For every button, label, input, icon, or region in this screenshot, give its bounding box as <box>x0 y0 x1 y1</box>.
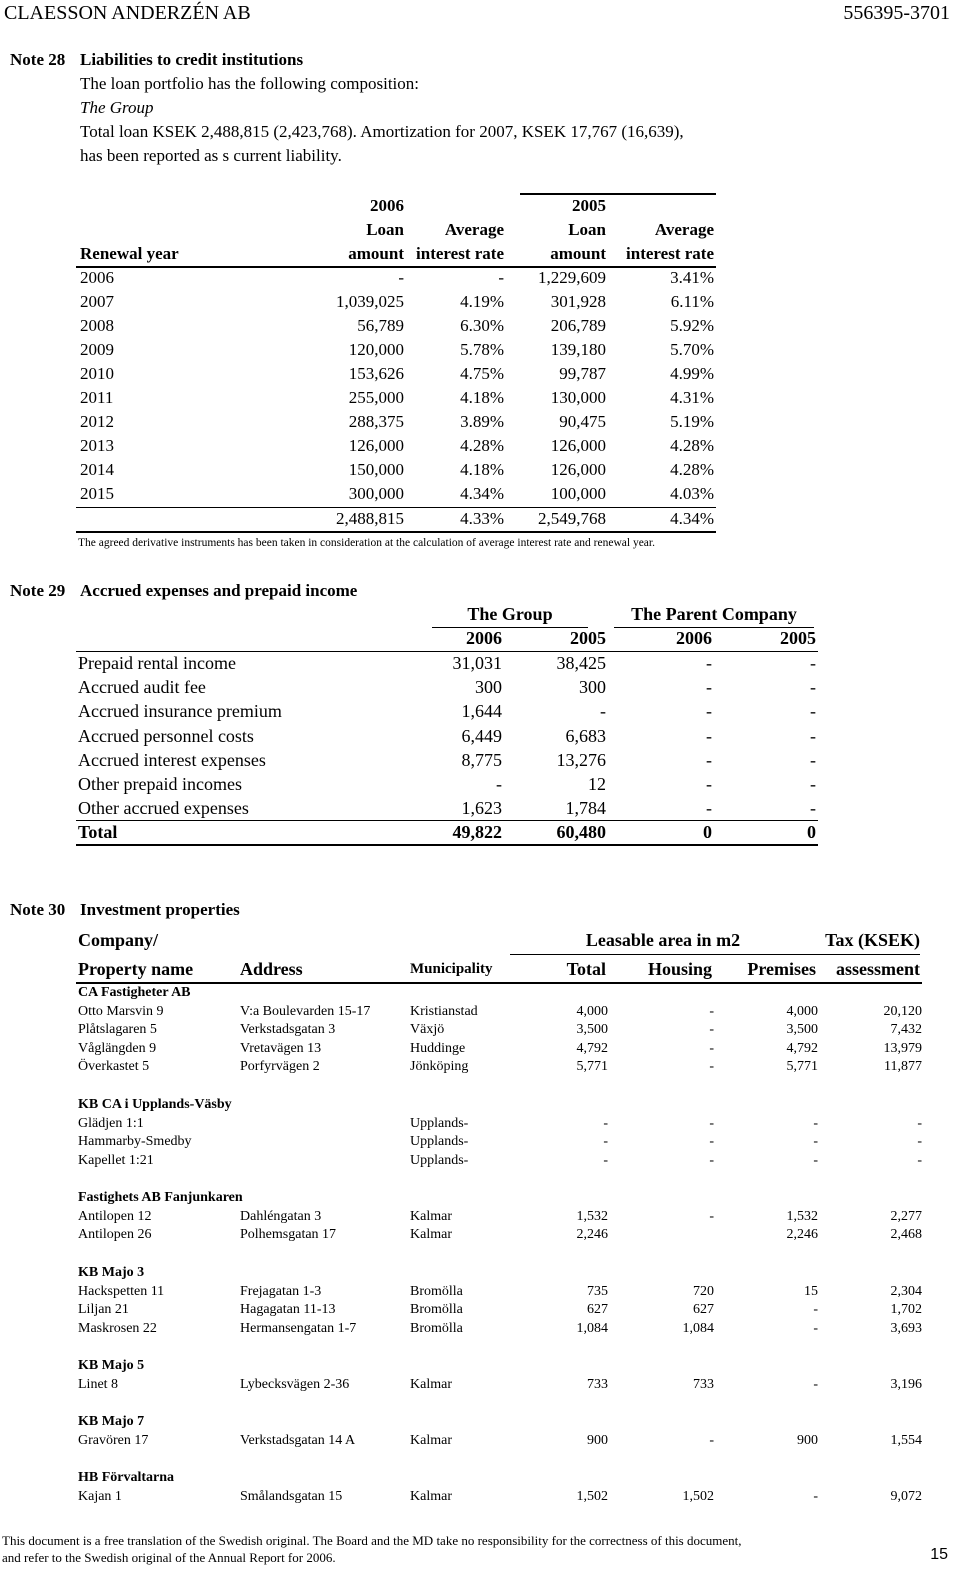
total-value: 0 <box>807 822 816 842</box>
address: V:a Boulevarden 15-17 <box>240 1003 371 1019</box>
col-loan-2005: Loan <box>568 220 606 239</box>
tax-assessment: - <box>917 1115 922 1131</box>
address: Lybecksvägen 2-36 <box>240 1376 350 1392</box>
municipality: Bromölla <box>410 1320 463 1336</box>
company-group-name: CA Fastigheter AB <box>78 985 191 1000</box>
tax-assessment: - <box>917 1152 922 1168</box>
municipality: Jönköping <box>410 1059 469 1075</box>
note28-footnote: The agreed derivative instruments has been taken in consideration at the calculation of average interest rate and renewal year. <box>78 537 655 549</box>
housing-area: 733 <box>693 1376 714 1392</box>
company-group-name: HB Förvaltarna <box>78 1470 175 1485</box>
tax-assessment: 13,979 <box>883 1040 922 1056</box>
item-value: - <box>496 774 502 794</box>
municipality: Upplands- <box>410 1115 469 1131</box>
item-value: 31,031 <box>452 653 502 673</box>
premises-area: 900 <box>797 1432 818 1448</box>
item-value: 13,276 <box>556 749 606 770</box>
total-area: 1,532 <box>576 1208 608 1224</box>
renewal-rate-2005: 4.99% <box>670 364 714 383</box>
item-label: Accrued interest expenses <box>78 749 266 770</box>
renewal-loan-2005: 99,787 <box>559 364 606 383</box>
item-value: 6,683 <box>565 725 606 746</box>
premises-area: 3,500 <box>786 1022 818 1038</box>
tax-assessment: 1,554 <box>890 1432 922 1448</box>
year-col: 2005 <box>780 628 816 648</box>
premises-area: - <box>813 1376 818 1392</box>
premises-area: 5,771 <box>786 1059 818 1075</box>
renewal-loan-2006: 288,375 <box>348 412 404 431</box>
renewal-total-rate-2006: 4.33% <box>460 509 504 528</box>
item-value: - <box>810 798 816 819</box>
header-rule-2005 <box>520 193 716 195</box>
property-name: Våglängden 9 <box>78 1040 157 1056</box>
note28-amortization-text: has been reported as s current liability. <box>80 146 342 165</box>
tax-assessment: 9,072 <box>890 1488 922 1504</box>
item-label: Accrued personnel costs <box>78 725 254 746</box>
housing-area: - <box>709 1022 714 1038</box>
address: Porfyrvägen 2 <box>240 1059 320 1075</box>
renewal-loan-2005: 90,475 <box>559 412 606 431</box>
tax-assessment: 7,432 <box>890 1022 922 1038</box>
municipality: Upplands- <box>410 1152 469 1168</box>
total-value: 49,822 <box>452 822 502 842</box>
property-name: Överkastet 5 <box>78 1059 150 1075</box>
total-area: 735 <box>587 1283 608 1299</box>
total-value: 60,480 <box>556 822 606 842</box>
note28-intro: The loan portfolio has the following composition: <box>80 74 420 93</box>
renewal-rate-2005: 5.19% <box>670 412 714 431</box>
property-name: Antilopen 12 <box>78 1208 152 1224</box>
renewal-loan-2005: 1,229,609 <box>538 268 606 287</box>
property-name: Liljan 21 <box>78 1302 129 1318</box>
address: Verkstadsgatan 3 <box>240 1022 336 1038</box>
col-renewal-year: Renewal year <box>80 244 179 263</box>
item-value: - <box>810 653 816 673</box>
item-value: 38,425 <box>556 653 606 673</box>
renewal-rate-2006: 4.34% <box>460 484 504 503</box>
premises-area: - <box>813 1115 818 1131</box>
renewal-loan-2006: - <box>398 268 404 287</box>
note30-label: Note 30 <box>10 900 66 919</box>
total-area: 733 <box>587 1376 608 1392</box>
total-bottom-rule-29 <box>76 844 818 846</box>
total-label: Total <box>78 822 118 842</box>
renewal-rate-2006: 3.89% <box>460 412 504 431</box>
item-value: 12 <box>588 774 606 794</box>
total-area: 2,246 <box>576 1227 608 1243</box>
item-value: - <box>810 677 816 698</box>
total-area: 3,500 <box>576 1022 608 1038</box>
parent-company-header: The Parent Company <box>631 604 797 624</box>
tax-assessment: 2,277 <box>890 1208 922 1224</box>
municipality: Upplands- <box>410 1134 469 1150</box>
h-housing: Housing <box>647 959 712 979</box>
address: Dahléngatan 3 <box>240 1208 322 1224</box>
municipality: Kalmar <box>410 1208 452 1224</box>
housing-area: 1,502 <box>682 1488 714 1504</box>
col-amount-2005: amount <box>550 244 606 263</box>
renewal-loan-2005: 130,000 <box>550 388 606 407</box>
col-2005: 2005 <box>572 196 606 215</box>
renewal-rate-2006: 4.75% <box>460 364 504 383</box>
total-area: 1,502 <box>576 1488 608 1504</box>
item-label: Accrued audit fee <box>78 677 206 698</box>
renewal-rate-2005: 4.28% <box>670 436 714 455</box>
renewal-rate-2005: 4.03% <box>670 484 714 503</box>
premises-area: - <box>813 1320 818 1336</box>
item-value: - <box>600 701 606 722</box>
property-name: Linet 8 <box>78 1376 119 1392</box>
premises-area: 4,000 <box>786 1003 818 1019</box>
item-value: 1,784 <box>565 798 606 819</box>
renewal-year: 2009 <box>80 340 114 359</box>
renewal-loan-2006: 150,000 <box>348 460 404 479</box>
address: Frejagatan 1-3 <box>240 1283 322 1299</box>
address: Verkstadsgatan 14 A <box>240 1432 356 1448</box>
note29-title: Accrued expenses and prepaid income <box>80 581 358 600</box>
item-value: - <box>706 774 712 794</box>
property-name: Maskrosen 22 <box>78 1320 157 1336</box>
total-area: - <box>603 1152 608 1168</box>
municipality: Växjö <box>410 1022 445 1038</box>
footer-disclaimer-1: This document is a free translation of the Swedish original. The Board and the MD take no responsibility for the correctness of this document, <box>2 1533 742 1548</box>
h-bottom-rule <box>76 982 922 984</box>
item-label: Other prepaid incomes <box>78 774 242 794</box>
note28-total-loan-text: Total loan KSEK 2,488,815 (2,423,768). Amortization for 2007, KSEK 17,767 (16,639), <box>80 122 684 141</box>
property-name: Hackspetten 11 <box>78 1283 165 1299</box>
renewal-rate-2006: - <box>498 268 504 287</box>
renewal-loan-2006: 56,789 <box>357 316 404 335</box>
renewal-year: 2015 <box>80 484 114 503</box>
item-value: - <box>706 677 712 698</box>
page-number: 15 <box>930 1546 948 1563</box>
housing-area: - <box>709 1059 714 1075</box>
item-value: - <box>810 725 816 746</box>
municipality: Kalmar <box>410 1432 452 1448</box>
item-label: Accrued insurance premium <box>78 701 282 722</box>
footer-disclaimer-2: and refer to the Swedish original of the Annual Report for 2006. <box>2 1550 336 1565</box>
renewal-year: 2007 <box>80 292 114 311</box>
note28-group-label: The Group <box>80 98 154 117</box>
premises-area: - <box>813 1152 818 1168</box>
tax-assessment: 11,877 <box>884 1059 922 1075</box>
renewal-loan-2006: 120,000 <box>348 340 404 359</box>
renewal-year: 2012 <box>80 412 114 431</box>
item-value: 300 <box>579 677 606 698</box>
housing-area: - <box>709 1115 714 1131</box>
tax-assessment: 2,468 <box>890 1227 922 1243</box>
total-top-rule <box>76 507 716 508</box>
item-value: - <box>810 701 816 722</box>
h-address: Address <box>240 959 303 979</box>
housing-area: - <box>709 1040 714 1056</box>
renewal-rate-2005: 5.70% <box>670 340 714 359</box>
h-property-name: Property name <box>78 959 194 979</box>
company-group-name: KB Majo 7 <box>78 1414 145 1429</box>
municipality: Kristianstad <box>410 1003 478 1019</box>
renewal-loan-2005: 126,000 <box>550 436 606 455</box>
address: Polhemsgatan 17 <box>240 1227 337 1243</box>
company-group-name: KB Majo 5 <box>78 1358 145 1373</box>
col-average-2005: Average <box>654 220 714 239</box>
total-area: 900 <box>587 1432 608 1448</box>
property-name: Otto Marsvin 9 <box>78 1003 164 1019</box>
years-bottom-rule <box>76 651 818 652</box>
renewal-rate-2005: 4.31% <box>670 388 714 407</box>
group-header: The Group <box>467 604 553 624</box>
address: Vretavägen 13 <box>240 1040 322 1056</box>
h-assessment: assessment <box>836 959 920 979</box>
address: Smålandsgatan 15 <box>240 1488 343 1504</box>
tax-assessment: 20,120 <box>883 1003 922 1019</box>
total-value: 0 <box>703 822 712 842</box>
municipality: Kalmar <box>410 1376 452 1392</box>
housing-area: - <box>709 1003 714 1019</box>
housing-area: - <box>709 1208 714 1224</box>
housing-area: 1,084 <box>682 1320 714 1336</box>
item-value: - <box>706 653 712 673</box>
note28-label: Note 28 <box>10 50 66 69</box>
h-premises: Premises <box>747 959 816 979</box>
renewal-rate-2005: 3.41% <box>670 268 714 287</box>
municipality: Bromölla <box>410 1283 463 1299</box>
renewal-year: 2014 <box>80 460 114 479</box>
renewal-rate-2006: 4.18% <box>460 388 504 407</box>
municipality: Kalmar <box>410 1488 452 1504</box>
total-bottom-rule <box>76 531 716 533</box>
renewal-loan-2006: 255,000 <box>348 388 404 407</box>
renewal-rate-2006: 4.18% <box>460 460 504 479</box>
renewal-rate-2005: 5.92% <box>670 316 714 335</box>
item-value: - <box>810 749 816 770</box>
col-average-2006: Average <box>444 220 504 239</box>
tax-assessment: 2,304 <box>890 1283 922 1299</box>
total-area: 627 <box>587 1302 608 1318</box>
item-value: 6,449 <box>461 725 502 746</box>
renewal-rate-2006: 4.19% <box>460 292 504 311</box>
renewal-rate-2005: 4.28% <box>670 460 714 479</box>
property-name: Antilopen 26 <box>78 1227 152 1243</box>
item-label: Other accrued expenses <box>78 798 249 819</box>
renewal-loan-2006: 1,039,025 <box>336 292 404 311</box>
item-value: 8,775 <box>461 749 502 770</box>
org-number: 556395-3701 <box>843 2 950 24</box>
total-area: 4,000 <box>576 1003 608 1019</box>
renewal-year: 2008 <box>80 316 114 335</box>
col-loan-2006: Loan <box>366 220 404 239</box>
premises-area: 4,792 <box>786 1040 818 1056</box>
total-area: 1,084 <box>576 1320 608 1336</box>
col-rate-2006: interest rate <box>416 244 504 263</box>
renewal-rate-2006: 4.28% <box>460 436 504 455</box>
h-leasable-rule <box>510 954 920 955</box>
renewal-loan-2005: 206,789 <box>550 316 606 335</box>
property-name: Glädjen 1:1 <box>78 1115 144 1131</box>
company-name: CLAESSON ANDERZÉN AB <box>4 2 251 24</box>
renewal-year: 2011 <box>80 388 114 407</box>
renewal-loan-2005: 139,180 <box>550 340 606 359</box>
col-2006: 2006 <box>370 196 404 215</box>
company-group-name: KB CA i Upplands-Väsby <box>78 1097 232 1112</box>
renewal-loan-2005: 100,000 <box>550 484 606 503</box>
housing-area: - <box>709 1432 714 1448</box>
note30-title: Investment properties <box>80 900 240 919</box>
renewal-rate-2005: 6.11% <box>670 292 714 311</box>
item-value: - <box>706 701 712 722</box>
renewal-rate-2006: 5.78% <box>460 340 504 359</box>
premises-area: - <box>813 1134 818 1150</box>
property-name: Gravören 17 <box>78 1432 149 1448</box>
premises-area: - <box>813 1302 818 1318</box>
renewal-loan-2005: 301,928 <box>550 292 606 311</box>
property-name: Hammarby-Smedby <box>78 1134 192 1150</box>
renewal-loan-2006: 300,000 <box>348 484 404 503</box>
renewal-year: 2010 <box>80 364 114 383</box>
total-area: 5,771 <box>576 1059 608 1075</box>
premises-area: 15 <box>804 1283 818 1299</box>
total-area: - <box>603 1134 608 1150</box>
premises-area: 1,532 <box>786 1208 818 1224</box>
tax-assessment: 1,702 <box>890 1302 922 1318</box>
year-col: 2006 <box>466 628 502 648</box>
year-col: 2006 <box>676 628 712 648</box>
total-top-rule-29 <box>76 820 818 821</box>
h-leasable-area: Leasable area in m2 <box>585 930 741 950</box>
col-rate-2005: interest rate <box>626 244 714 263</box>
year-col: 2005 <box>570 628 606 648</box>
premises-area: - <box>813 1488 818 1504</box>
h-company: Company/ <box>78 930 159 950</box>
property-name: Plåtslagaren 5 <box>78 1022 157 1038</box>
premises-area: 2,246 <box>786 1227 818 1243</box>
note29-label: Note 29 <box>10 581 66 600</box>
tax-assessment: - <box>917 1134 922 1150</box>
address: Hagagatan 11-13 <box>240 1302 336 1318</box>
housing-area: 720 <box>693 1283 714 1299</box>
property-name: Kapellet 1:21 <box>78 1152 154 1168</box>
total-area: 4,792 <box>576 1040 608 1056</box>
item-value: - <box>706 798 712 819</box>
item-label: Prepaid rental income <box>78 653 236 673</box>
tax-assessment: 3,196 <box>890 1376 922 1392</box>
company-group-name: KB Majo 3 <box>78 1265 145 1280</box>
item-value: 300 <box>475 677 502 698</box>
renewal-year: 2006 <box>80 268 114 287</box>
renewal-loan-2006: 153,626 <box>348 364 404 383</box>
h-municipality: Municipality <box>410 961 493 977</box>
renewal-year: 2013 <box>80 436 114 455</box>
municipality: Huddinge <box>410 1040 466 1056</box>
renewal-total-loan-2005: 2,549,768 <box>538 509 606 528</box>
h-tax: Tax (KSEK) <box>825 930 920 950</box>
address: Hermansengatan 1-7 <box>240 1320 357 1336</box>
note28-title: Liabilities to credit institutions <box>80 50 304 69</box>
property-name: Kajan 1 <box>78 1488 122 1504</box>
col-amount-2006: amount <box>348 244 404 263</box>
housing-area: - <box>709 1152 714 1168</box>
renewal-loan-2005: 126,000 <box>550 460 606 479</box>
renewal-loan-2006: 126,000 <box>348 436 404 455</box>
renewal-total-rate-2005: 4.34% <box>670 509 714 528</box>
housing-area: 627 <box>693 1302 714 1318</box>
tax-assessment: 3,693 <box>890 1320 922 1336</box>
item-value: 1,623 <box>461 798 502 819</box>
company-group-name: Fastighets AB Fanjunkaren <box>78 1190 243 1205</box>
housing-area: - <box>709 1134 714 1150</box>
item-value: - <box>706 725 712 746</box>
renewal-rate-2006: 6.30% <box>460 316 504 335</box>
h-total: Total <box>566 959 606 979</box>
item-value: - <box>706 749 712 770</box>
municipality: Kalmar <box>410 1227 452 1243</box>
renewal-total-loan-2006: 2,488,815 <box>336 509 404 528</box>
item-value: - <box>810 774 816 794</box>
item-value: 1,644 <box>461 701 502 722</box>
municipality: Bromölla <box>410 1302 463 1318</box>
total-area: - <box>603 1115 608 1131</box>
